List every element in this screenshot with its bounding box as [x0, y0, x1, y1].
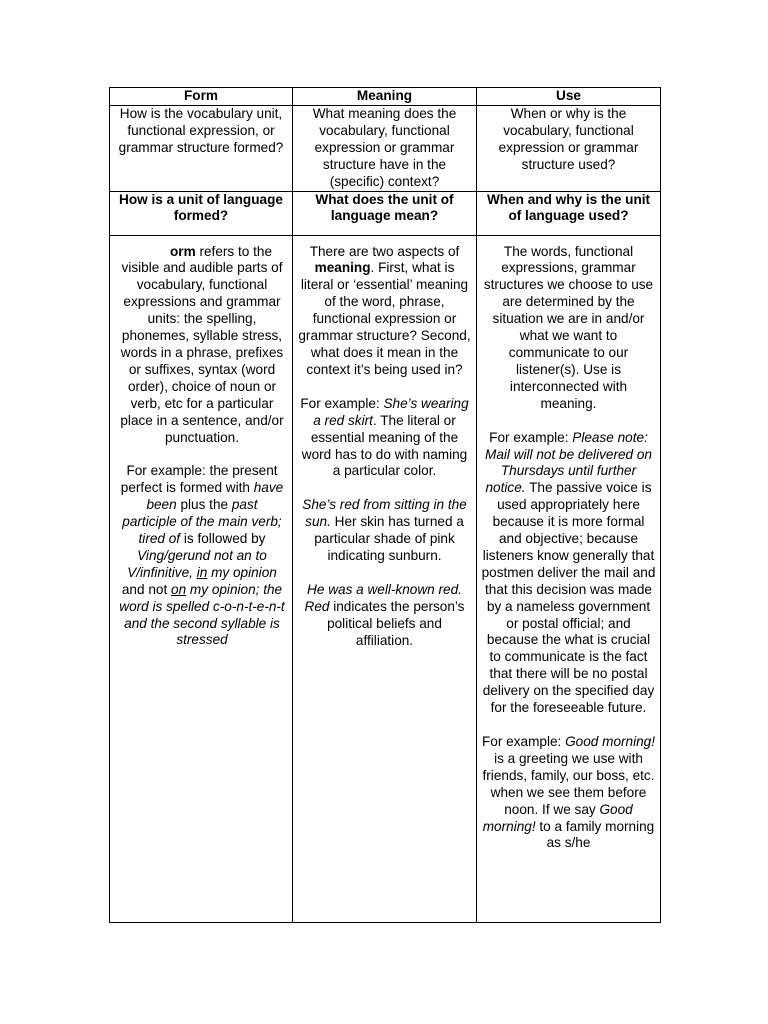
- question-row: [110, 106, 661, 192]
- form-description-cell: [110, 235, 293, 922]
- header-meaning: Meaning: [293, 88, 477, 106]
- question-use: When or why is the vocabulary, functional expression or grammar structure used?: [477, 106, 661, 192]
- subheader-row: [110, 191, 661, 235]
- form-paragraph-2: For example: the present perfect is formed with have been plus the past participle of the main verb; tired of is followed by Ving/gerund not an to V/infinitive, in my opinion and not on my opinion; the word is spelled c-o-n-t-e-n-t and the second syllable is stressed: [119, 463, 285, 648]
- form-meaning-use-table: [109, 87, 661, 923]
- header-row: [110, 88, 661, 106]
- header-form: Form: [110, 88, 293, 106]
- form-paragraph-1: orm refers to the visible and audible parts of vocabulary, functional expressions and grammar units: the spelling, phonemes, syllable stress, words in a phrase, prefixes or suffixes, syntax (word order), choice of noun or verb, etc for a particular place in a sentence, and/or punctuation.: [120, 243, 284, 445]
- meaning-description-cell: [293, 235, 477, 922]
- use-description-cell: [477, 235, 661, 922]
- subheader-form: How is a unit of language formed?: [110, 191, 293, 235]
- use-paragraph-3: For example: Good morning! is a greeting we use with friends, family, our boss, etc. when we see them before noon. If we say Good morning! to a family morning as s/he: [481, 734, 656, 851]
- meaning-paragraph-3: She’s red from sitting in the sun. Her skin has turned a particular shade of pink indicating sunburn.: [302, 497, 467, 564]
- use-paragraph-1: The words, functional expressions, grammar structures we choose to use are determined by the situation we are in and/or what we want to communicate to our listener(s). Use is interconnected with meaning.: [483, 243, 654, 411]
- meaning-paragraph-4: He was a well-known red. Red indicates the person’s political beliefs and affiliation.: [304, 581, 465, 648]
- use-paragraph-2: For example: Please note: Mail will not be delivered on Thursdays until further notice. The passive voice is used appropriately here because it is more formal and objective; because listeners know generally that postmen deliver the mail and that this decision was made by a nameless government or postal official; and because the what is crucial to communicate is the fact that there will be no postal delivery on the specified day for the foreseeable future.: [481, 429, 656, 716]
- question-meaning: What meaning does the vocabulary, functional expression or grammar structure have in the (specific) context?: [293, 106, 477, 192]
- question-form: How is the vocabulary unit, functional expression, or grammar structure formed?: [110, 106, 293, 192]
- meaning-paragraph-1: There are two aspects of meaning. First, what is literal or ‘essential’ meaning of the word, phrase, functional expression or grammar structure? Second, what does it mean in the context it’s being used in?: [298, 243, 471, 377]
- body-row: [110, 235, 661, 922]
- meaning-paragraph-2: For example: She’s wearing a red skirt. The literal or essential meaning of the word has to do with naming a particular color.: [300, 395, 469, 479]
- subheader-use: When and why is the unit of language used?: [477, 191, 661, 235]
- subheader-meaning: What does the unit of language mean?: [293, 191, 477, 235]
- header-use: Use: [477, 88, 661, 106]
